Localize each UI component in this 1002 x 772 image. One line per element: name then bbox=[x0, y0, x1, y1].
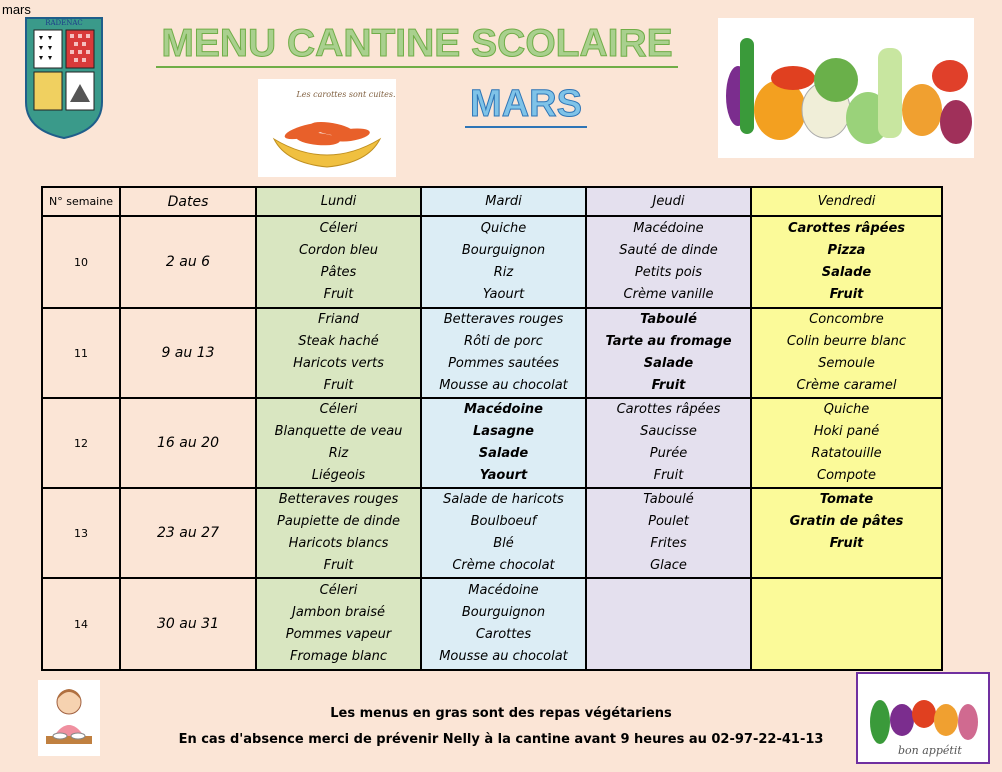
table-row bbox=[42, 488, 942, 578]
menu-item: Rôti de porc bbox=[464, 334, 543, 349]
menu-item: Fruit bbox=[323, 287, 354, 302]
menu-item: Betteraves rouges bbox=[443, 312, 564, 327]
menu-item: Crème caramel bbox=[796, 378, 897, 393]
menu-item: Liégeois bbox=[311, 468, 366, 483]
menu-item: Macédoine bbox=[468, 583, 539, 598]
menu-item: Blé bbox=[493, 536, 514, 551]
menu-item bbox=[587, 602, 750, 624]
vendredi-menu-cell bbox=[751, 488, 942, 578]
header-dates: Dates bbox=[120, 187, 256, 216]
menu-item: Bourguignon bbox=[461, 605, 546, 620]
lundi-menu-cell bbox=[256, 308, 421, 398]
menu-item: Céleri bbox=[319, 221, 358, 236]
carrots-caption: Les carottes sont cuites. bbox=[296, 90, 396, 99]
mardi-menu-cell bbox=[421, 488, 586, 578]
menu-item bbox=[587, 646, 750, 668]
menu-item: Cordon bleu bbox=[298, 243, 379, 258]
table-row bbox=[42, 578, 942, 670]
menu-item: Carottes râpées bbox=[616, 402, 721, 417]
menu-item: Poulet bbox=[648, 514, 689, 529]
menu-item: Blanquette de veau bbox=[274, 424, 403, 439]
mardi-menu-cell bbox=[421, 216, 586, 308]
header-lundi: Lundi bbox=[256, 187, 421, 216]
menu-item: Frites bbox=[650, 536, 687, 551]
table-row bbox=[42, 398, 942, 488]
vendredi-menu-cell bbox=[751, 308, 942, 398]
menu-item: Bourguignon bbox=[461, 243, 546, 258]
menu-item bbox=[752, 602, 941, 624]
menu-item: Pâtes bbox=[320, 265, 357, 280]
menu-item: Fruit bbox=[323, 558, 354, 573]
week-number-cell: 10 bbox=[42, 216, 120, 308]
menu-item bbox=[752, 580, 941, 602]
jeudi-menu-cell bbox=[586, 488, 751, 578]
town-crest-logo bbox=[24, 12, 104, 140]
menu-item: Semoule bbox=[818, 356, 875, 371]
menu-item: Boulboeuf bbox=[470, 514, 537, 529]
menu-item: Crème vanille bbox=[623, 287, 714, 302]
menu-item: Fruit bbox=[829, 287, 864, 302]
menu-item: Haricots verts bbox=[293, 356, 384, 371]
menu-item: Macédoine bbox=[464, 402, 543, 417]
menu-item: Céleri bbox=[319, 583, 358, 598]
menu-item: Fruit bbox=[653, 468, 684, 483]
vegetarian-note: Les menus en gras sont des repas végétariens bbox=[330, 706, 672, 721]
menu-table bbox=[41, 186, 943, 671]
dates-cell: 30 au 31 bbox=[120, 578, 256, 670]
menu-item: Riz bbox=[493, 265, 514, 280]
jeudi-menu-cell bbox=[586, 308, 751, 398]
menu-item: Taboulé bbox=[640, 312, 697, 327]
lundi-menu-cell bbox=[256, 578, 421, 670]
menu-item: Jambon braisé bbox=[292, 605, 385, 620]
menu-item: Salade bbox=[478, 446, 529, 461]
menu-item: Glace bbox=[650, 558, 687, 573]
lundi-menu-cell bbox=[256, 398, 421, 488]
menu-item: Macédoine bbox=[633, 221, 704, 236]
bon-appetit-image bbox=[856, 672, 990, 764]
menu-item: Pizza bbox=[827, 243, 866, 258]
header-week: N° semaine bbox=[42, 187, 120, 216]
vendredi-menu-cell bbox=[751, 398, 942, 488]
menu-item: Salade bbox=[821, 265, 872, 280]
absence-note: En cas d'absence merci de prévenir Nelly à la cantine avant 9 heures au 02-97-22-41-13 bbox=[178, 732, 824, 747]
menu-item: Purée bbox=[649, 446, 688, 461]
vegetables-cartoon-image bbox=[718, 18, 974, 158]
carrots-bowl-image bbox=[258, 79, 396, 177]
week-number-cell: 13 bbox=[42, 488, 120, 578]
menu-item: Tarte au fromage bbox=[605, 334, 732, 349]
menu-item: Friand bbox=[318, 312, 359, 327]
menu-item: Pommes vapeur bbox=[285, 627, 392, 642]
mardi-menu-cell bbox=[421, 308, 586, 398]
header-mardi: Mardi bbox=[421, 187, 586, 216]
menu-item: Taboulé bbox=[643, 492, 694, 507]
menu-item: Fruit bbox=[651, 378, 686, 393]
menu-item: Riz bbox=[328, 446, 349, 461]
jeudi-menu-cell bbox=[586, 398, 751, 488]
header-vendredi: Vendredi bbox=[751, 187, 942, 216]
menu-item: Salade de haricots bbox=[443, 492, 564, 507]
menu-item: Concombre bbox=[809, 312, 884, 327]
menu-item: Petits pois bbox=[634, 265, 703, 280]
lundi-menu-cell bbox=[256, 216, 421, 308]
menu-item bbox=[587, 580, 750, 602]
bon-appetit-text: bon appétit bbox=[898, 744, 962, 757]
menu-item: Hoki pané bbox=[813, 424, 880, 439]
menu-item: Compote bbox=[817, 468, 876, 483]
dates-cell: 16 au 20 bbox=[120, 398, 256, 488]
svg-text:RADENAC: RADENAC bbox=[45, 19, 83, 27]
menu-item: Tomate bbox=[819, 492, 874, 507]
menu-item: Pommes sautées bbox=[448, 356, 559, 371]
menu-item: Steak haché bbox=[298, 334, 379, 349]
menu-item: Fromage blanc bbox=[289, 649, 387, 664]
lundi-menu-cell bbox=[256, 488, 421, 578]
mardi-menu-cell bbox=[421, 578, 586, 670]
week-number-cell: 12 bbox=[42, 398, 120, 488]
month-title: MARS bbox=[465, 84, 587, 128]
sheet-name: mars bbox=[2, 2, 31, 17]
menu-item: Carottes bbox=[475, 627, 532, 642]
menu-item: Carottes râpées bbox=[787, 221, 906, 236]
menu-item: Yaourt bbox=[479, 468, 528, 483]
menu-item: Colin beurre blanc bbox=[786, 334, 907, 349]
menu-item: Mousse au chocolat bbox=[439, 649, 568, 664]
menu-item bbox=[752, 624, 941, 646]
vendredi-menu-cell bbox=[751, 216, 942, 308]
jeudi-menu-cell bbox=[586, 216, 751, 308]
menu-item: Yaourt bbox=[482, 287, 525, 302]
table-row bbox=[42, 308, 942, 398]
menu-item: Sauté de dinde bbox=[619, 243, 718, 258]
menu-item: Quiche bbox=[823, 402, 870, 417]
menu-item bbox=[752, 555, 941, 577]
jeudi-menu-cell bbox=[586, 578, 751, 670]
menu-item: Betteraves rouges bbox=[278, 492, 399, 507]
menu-item: Gratin de pâtes bbox=[789, 514, 904, 529]
menu-item: Céleri bbox=[319, 402, 358, 417]
dates-cell: 2 au 6 bbox=[120, 216, 256, 308]
menu-item: Haricots blancs bbox=[288, 536, 389, 551]
menu-item: Paupiette de dinde bbox=[277, 514, 400, 529]
table-header-row bbox=[42, 187, 942, 216]
menu-item: Saucisse bbox=[640, 424, 697, 439]
header-jeudi: Jeudi bbox=[586, 187, 751, 216]
menu-item: Quiche bbox=[480, 221, 527, 236]
mardi-menu-cell bbox=[421, 398, 586, 488]
menu-item: Fruit bbox=[829, 536, 864, 551]
menu-item: Lasagne bbox=[473, 424, 534, 439]
menu-item: Fruit bbox=[323, 378, 354, 393]
dates-cell: 23 au 27 bbox=[120, 488, 256, 578]
menu-item: Ratatouille bbox=[811, 446, 882, 461]
page-title: MENU CANTINE SCOLAIRE bbox=[156, 24, 678, 68]
dates-cell: 9 au 13 bbox=[120, 308, 256, 398]
menu-item: Crème chocolat bbox=[452, 558, 555, 573]
menu-item: Mousse au chocolat bbox=[439, 378, 568, 393]
week-number-cell: 14 bbox=[42, 578, 120, 670]
menu-item bbox=[587, 624, 750, 646]
table-row bbox=[42, 216, 942, 308]
menu-item: Salade bbox=[643, 356, 694, 371]
menu-item bbox=[752, 646, 941, 668]
week-number-cell: 11 bbox=[42, 308, 120, 398]
vendredi-menu-cell bbox=[751, 578, 942, 670]
